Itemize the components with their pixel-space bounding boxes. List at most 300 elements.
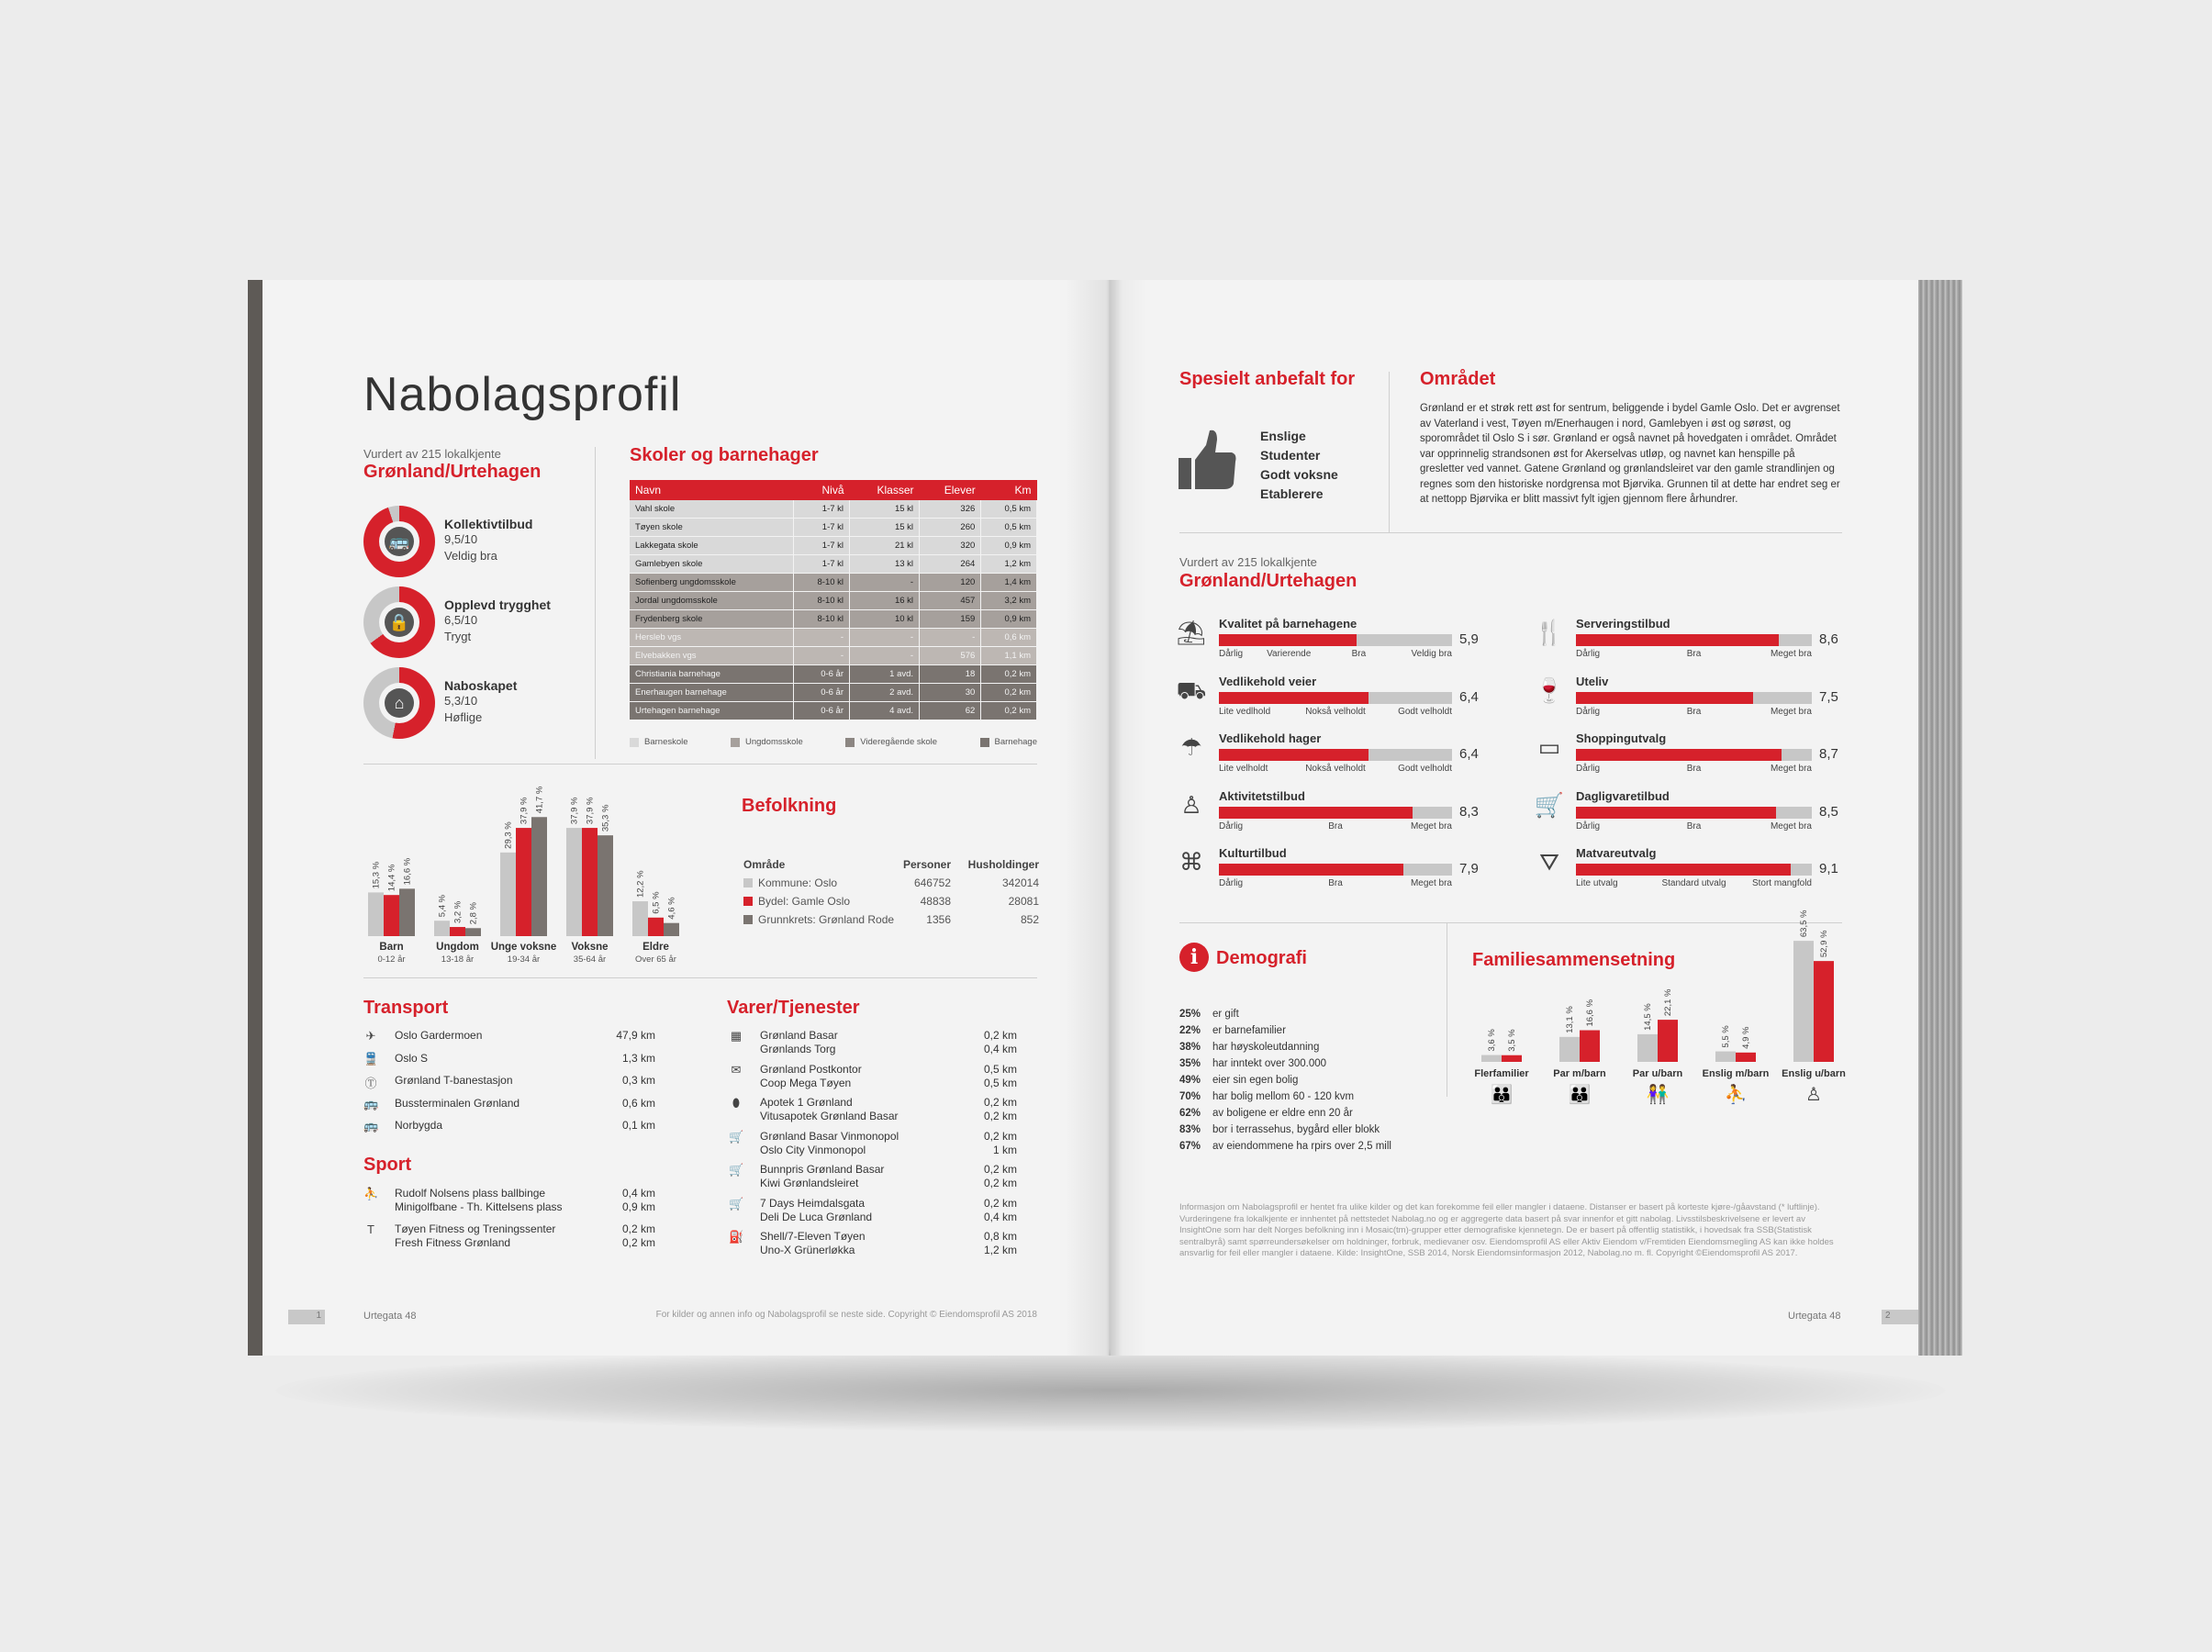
scale-label: Veldig bra xyxy=(1411,649,1452,659)
rating-text xyxy=(444,517,532,564)
population-area: Grunnkrets: Grønland Rode xyxy=(758,913,895,926)
distance: 0,8 km xyxy=(983,1230,1017,1243)
table-row xyxy=(630,702,1037,720)
column-header: Km xyxy=(981,480,1037,500)
mail-icon: ✉ xyxy=(731,1062,742,1077)
rating-score: 5,3/10 xyxy=(444,694,478,708)
table-row xyxy=(630,629,1037,647)
population-area: Kommune: Oslo xyxy=(758,876,838,889)
scale-label: Godt velholdt xyxy=(1398,764,1452,774)
list-item-distance xyxy=(622,1187,655,1214)
scale-label: Meget bra xyxy=(1410,820,1452,832)
rating-title: Kollektivtilbud xyxy=(444,517,533,531)
scale-label: Dårlig xyxy=(1576,764,1601,774)
rating-value: 9,1 xyxy=(1819,861,1838,876)
data-label: 16,6 % xyxy=(402,857,413,886)
left-page xyxy=(263,280,1109,1356)
table-cell: - xyxy=(850,629,920,647)
item-name: Shell/7-Eleven Tøyen xyxy=(760,1230,866,1243)
category-sublabel: Over 65 år xyxy=(635,954,676,965)
scale-label: Dårlig xyxy=(1219,878,1244,888)
transport-heading: Transport xyxy=(363,998,449,1018)
data-label: 16,6 % xyxy=(1585,999,1595,1027)
item-name-secondary: Coop Mega Tøyen xyxy=(760,1076,852,1089)
rating-bar-fill xyxy=(1576,634,1779,646)
train-icon: 🚆 xyxy=(363,1051,379,1066)
rating-value: 7,9 xyxy=(1459,861,1479,876)
table-cell: Christiania barnehage xyxy=(630,665,794,684)
rating-label: Trygt xyxy=(444,630,472,643)
item-name: Apotek 1 Grønland xyxy=(760,1096,853,1109)
demography-text: har bolig mellom 60 - 120 kvm xyxy=(1212,1091,1355,1102)
distance: 0,1 km xyxy=(621,1119,655,1132)
item-name: Oslo S xyxy=(395,1051,429,1065)
list-item-distance xyxy=(984,1230,1017,1257)
distance: 1,3 km xyxy=(621,1051,655,1065)
data-label: 5,5 % xyxy=(1721,1025,1731,1048)
bar xyxy=(1715,1052,1736,1062)
item-name: Bussterminalen Grønland xyxy=(395,1096,520,1110)
distance-secondary: 0,5 km xyxy=(983,1076,1017,1089)
scale-label: Bra xyxy=(1686,649,1702,659)
bar xyxy=(500,853,516,936)
distance: 0,2 km xyxy=(983,1163,1017,1176)
population-persons: 1356 xyxy=(926,913,951,926)
category-sublabel: 0-12 år xyxy=(377,954,406,965)
bar xyxy=(1814,961,1834,1062)
family-icon: 👪 xyxy=(1490,1083,1514,1105)
demography-item xyxy=(1179,1025,1286,1036)
population-row xyxy=(743,876,1039,895)
scale-label: Dårlig xyxy=(1219,820,1244,832)
table-cell: 326 xyxy=(920,500,981,519)
rating-donut xyxy=(363,506,435,577)
person-icon: ♙ xyxy=(1180,790,1202,819)
bar xyxy=(598,835,613,936)
demography-item xyxy=(1179,1141,1391,1152)
category-label: Voksne xyxy=(571,942,609,953)
table-cell: 576 xyxy=(920,647,981,665)
list-item-distance xyxy=(622,1052,655,1066)
data-label: 3,6 % xyxy=(1487,1029,1497,1052)
population-area: Bydel: Gamle Oslo xyxy=(758,895,851,908)
rating-donut xyxy=(363,586,435,658)
schools-table xyxy=(630,480,1037,720)
item-name: Grønland Basar xyxy=(760,1029,838,1042)
list-item-distance xyxy=(984,1197,1017,1224)
table-cell: Frydenberg skole xyxy=(630,610,794,629)
table-cell: 457 xyxy=(920,592,981,610)
category-label: Ungdom xyxy=(436,942,479,953)
scale-label: Nokså velholdt xyxy=(1305,764,1366,774)
scale-label: Lite utvalg xyxy=(1576,878,1618,888)
scale-label: Dårlig xyxy=(1576,649,1601,659)
item-name: Rudolf Nolsens plass ballbinge xyxy=(395,1187,546,1200)
rating-bar-fill xyxy=(1576,692,1753,704)
data-label: 6,5 % xyxy=(651,891,662,914)
list-item-name xyxy=(760,1130,899,1157)
scale-label: Meget bra xyxy=(1410,878,1452,888)
table-cell: 0,9 km xyxy=(981,610,1037,629)
house-icon: ⌂ xyxy=(385,688,414,718)
rating-title: Serveringstilbud xyxy=(1576,617,1670,631)
book-shadow xyxy=(275,1349,1946,1432)
table-cell: - xyxy=(850,574,920,592)
data-label: 5,4 % xyxy=(437,894,448,918)
bus-icon: 🚌 xyxy=(363,1096,379,1111)
runner-icon: ⛹ xyxy=(363,1187,379,1200)
item-name-secondary: Grønlands Torg xyxy=(760,1043,836,1055)
list-item-name xyxy=(760,1197,872,1224)
rating-value: 8,5 xyxy=(1819,803,1838,820)
demography-item xyxy=(1179,1091,1354,1102)
rating-bar-fill xyxy=(1219,864,1403,876)
table-cell: 1,4 km xyxy=(981,574,1037,592)
rating-title: Matvareutvalg xyxy=(1576,846,1657,860)
legend-swatch xyxy=(743,915,753,924)
distance-secondary: 0,9 km xyxy=(621,1200,655,1213)
item-name: Tøyen Fitness og Treningssenter xyxy=(395,1222,556,1235)
demography-text: har høyskoleutdanning xyxy=(1212,1042,1320,1053)
list-item-name xyxy=(395,1222,555,1250)
list-item-distance xyxy=(984,1063,1017,1090)
rating-text xyxy=(444,678,517,726)
bar xyxy=(632,901,648,936)
population-households: 28081 xyxy=(1008,895,1039,908)
item-name-secondary: Uno-X Grünerløkka xyxy=(760,1244,855,1256)
list-item-name xyxy=(395,1052,428,1066)
column-header: Navn xyxy=(630,480,794,500)
table-cell: 13 kl xyxy=(850,555,920,574)
data-label: 35,3 % xyxy=(600,804,611,832)
scale-label: Meget bra xyxy=(1770,706,1812,717)
data-label: 2,8 % xyxy=(468,901,479,925)
rating-value: 6,4 xyxy=(1459,746,1479,762)
demography-percent: 35% xyxy=(1179,1058,1201,1069)
distance-secondary: 0,2 km xyxy=(621,1236,655,1249)
population-households: 342014 xyxy=(1001,876,1039,889)
demography-text: av eiendommene ha rpirs over 2,5 mill xyxy=(1212,1141,1391,1152)
basket-icon: ⛛ xyxy=(1539,848,1559,876)
list-item-name xyxy=(395,1029,482,1043)
legend-item xyxy=(845,737,937,747)
recommended-list xyxy=(1260,427,1338,504)
list-item-name xyxy=(760,1230,866,1257)
column-header: Klasser xyxy=(850,480,920,500)
demography-percent: 22% xyxy=(1179,1025,1201,1036)
recommended-item: Godt voksne xyxy=(1260,467,1338,482)
rating-value: 5,9 xyxy=(1459,631,1479,647)
table-cell: 1-7 kl xyxy=(794,500,850,519)
table-cell: 30 xyxy=(920,684,981,702)
item-name: Bunnpris Grønland Basar xyxy=(760,1163,885,1176)
table-cell: 0-6 år xyxy=(794,702,850,720)
page-number: 2 xyxy=(1885,1311,1891,1321)
category-sublabel: 19-34 år xyxy=(507,954,541,965)
scale-label: Bra xyxy=(1686,706,1702,717)
rating-title: Opplevd trygghet xyxy=(444,597,551,612)
demography-text: er gift xyxy=(1212,1009,1239,1020)
page-title: Nabolagsprofil xyxy=(363,368,682,421)
item-name-secondary: Fresh Fitness Grønland xyxy=(395,1236,511,1249)
recommended-item: Enslige xyxy=(1260,429,1306,443)
table-cell: 320 xyxy=(920,537,981,555)
distance: 0,2 km xyxy=(983,1129,1017,1143)
scale-label: Standard utvalg xyxy=(1661,878,1726,888)
distance: 0,2 km xyxy=(983,1029,1017,1042)
list-item-distance xyxy=(984,1096,1017,1123)
bar xyxy=(1481,1055,1502,1062)
demography-item xyxy=(1179,1058,1326,1069)
table-cell: Jordal ungdomsskole xyxy=(630,592,794,610)
data-label: 4,6 % xyxy=(666,897,677,920)
table-cell: 2 avd. xyxy=(850,684,920,702)
scale-label: Varierende xyxy=(1267,649,1312,659)
cutlery-icon: 🍴 xyxy=(1534,619,1565,646)
data-label: 37,9 % xyxy=(519,797,530,825)
distance-secondary: 1,2 km xyxy=(983,1244,1017,1256)
divider xyxy=(1179,532,1842,533)
table-row xyxy=(630,574,1037,592)
bar xyxy=(648,918,664,936)
table-cell: 0,5 km xyxy=(981,519,1037,537)
wine-glass-icon: 🍷 xyxy=(1534,675,1565,704)
bar xyxy=(1793,941,1814,1062)
legend-swatch xyxy=(845,738,855,747)
table-cell: Gamlebyen skole xyxy=(630,555,794,574)
item-name: Norbygda xyxy=(395,1119,443,1132)
bucket-icon: ⛱ xyxy=(1176,619,1207,646)
distance: 0,4 km xyxy=(621,1187,655,1200)
rating-score: 9,5/10 xyxy=(444,532,478,546)
divider xyxy=(1389,372,1390,532)
schools-table-header xyxy=(630,480,1037,500)
table-cell: - xyxy=(850,647,920,665)
demography-item xyxy=(1179,1075,1298,1086)
table-cell: 0,2 km xyxy=(981,702,1037,720)
thumbs-up-icon xyxy=(1175,427,1239,491)
demography-item xyxy=(1179,1108,1353,1119)
area-name: Grønland/Urtehagen xyxy=(1179,571,1357,591)
column-header: Elever xyxy=(920,480,981,500)
rating-value: 8,6 xyxy=(1819,631,1838,647)
bar xyxy=(664,923,679,936)
table-cell: 0,2 km xyxy=(981,665,1037,684)
table-cell: 15 kl xyxy=(850,519,920,537)
category-label: Par u/barn xyxy=(1632,1068,1683,1079)
table-cell: 1-7 kl xyxy=(794,555,850,574)
category-label: Enslig u/barn xyxy=(1782,1068,1846,1079)
list-item-distance xyxy=(984,1029,1017,1056)
bar xyxy=(566,828,582,936)
table-row xyxy=(630,592,1037,610)
film-icon: ⌘ xyxy=(1179,848,1203,876)
page-edges xyxy=(1918,280,1962,1356)
demography-text: er barnefamilier xyxy=(1212,1025,1286,1036)
legend-swatch xyxy=(731,738,740,747)
population-persons: 48838 xyxy=(920,895,951,908)
watering-can-icon: ☂ xyxy=(1180,733,1202,761)
distance: 0,3 km xyxy=(621,1074,655,1087)
bar xyxy=(434,921,450,936)
demography-percent: 38% xyxy=(1179,1042,1201,1053)
distance-secondary: 0,2 km xyxy=(983,1177,1017,1189)
list-item-name xyxy=(395,1074,513,1088)
cart-icon: 🛒 xyxy=(729,1129,744,1144)
demography-percent: 70% xyxy=(1179,1091,1201,1102)
rating-title: Dagligvaretilbud xyxy=(1576,788,1670,803)
bar xyxy=(384,895,399,936)
item-name-secondary: Oslo City Vinmonopol xyxy=(760,1143,866,1156)
bus-icon: 🚌 xyxy=(363,1119,379,1133)
legend-swatch xyxy=(743,897,753,906)
table-cell: 159 xyxy=(920,610,981,629)
demography-item xyxy=(1179,1124,1380,1135)
scale-label: Bra xyxy=(1328,820,1343,832)
rating-value: 8,3 xyxy=(1459,803,1479,820)
list-item-distance xyxy=(622,1074,655,1088)
footer-address: Urtegata 48 xyxy=(363,1311,417,1322)
distance: 47,9 km xyxy=(616,1029,655,1042)
population-row xyxy=(743,895,1039,913)
scale-label: Lite velholdt xyxy=(1219,764,1268,774)
table-cell: - xyxy=(920,629,981,647)
bar xyxy=(1637,1034,1658,1062)
table-cell: 120 xyxy=(920,574,981,592)
cart-icon: 🛒 xyxy=(729,1163,744,1177)
dumbbell-icon: T xyxy=(367,1222,374,1236)
item-name: 7 Days Heimdalsgata xyxy=(760,1196,866,1210)
list-item-distance xyxy=(622,1119,655,1133)
distance-secondary: 0,4 km xyxy=(983,1043,1017,1055)
legend-label: Videregående skole xyxy=(860,737,938,747)
subway-icon: Ⓣ xyxy=(364,1077,377,1090)
data-label: 22,1 % xyxy=(1663,988,1673,1017)
services-heading: Varer/Tjenester xyxy=(727,998,860,1018)
rating-title: Uteliv xyxy=(1576,674,1609,688)
recommended-heading: Spesielt anbefalt for xyxy=(1179,369,1356,389)
rating-title: Naboskapet xyxy=(444,678,518,693)
category-label: Unge voksne xyxy=(490,942,557,953)
item-name-secondary: Kiwi Grønlandsleiret xyxy=(760,1177,859,1189)
rating-title: Kvalitet på barnehagene xyxy=(1219,617,1357,631)
divider xyxy=(363,764,1037,765)
demography-text: av boligene er eldre enn 20 år xyxy=(1212,1108,1353,1119)
card-icon: ▭ xyxy=(1537,733,1561,761)
item-name: Grønland Basar Vinmonopol xyxy=(760,1129,899,1143)
category-label: Barn xyxy=(379,942,404,953)
legend-swatch xyxy=(980,738,989,747)
population-table xyxy=(743,858,1039,932)
bar xyxy=(1559,1037,1580,1062)
rating-title: Aktivitetstilbud xyxy=(1219,788,1305,803)
distance-secondary: 0,2 km xyxy=(983,1110,1017,1122)
footer-address: Urtegata 48 xyxy=(1788,1311,1841,1322)
lock-icon: 🔒 xyxy=(385,608,414,637)
list-item-name xyxy=(760,1163,884,1190)
distance: 0,5 km xyxy=(983,1062,1017,1076)
family-heading: Familiesammensetning xyxy=(1472,950,1676,970)
building-icon: ▦ xyxy=(730,1029,743,1043)
legend-label: Ungdomsskole xyxy=(744,737,803,747)
table-cell: Lakkegata skole xyxy=(630,537,794,555)
single-person-icon: ♙ xyxy=(1805,1083,1822,1105)
population-row xyxy=(743,913,1039,932)
table-row xyxy=(630,610,1037,629)
rating-label: Veldig bra xyxy=(444,549,497,563)
list-item-name xyxy=(760,1063,862,1090)
col-households: Husholdinger xyxy=(967,858,1039,871)
table-cell: Enerhaugen barnehage xyxy=(630,684,794,702)
rating-title: Kulturtilbud xyxy=(1219,846,1287,860)
legend-item xyxy=(630,737,688,747)
category-label: Flerfamilier xyxy=(1474,1068,1529,1079)
table-cell: 1,2 km xyxy=(981,555,1037,574)
list-item-name xyxy=(760,1029,838,1056)
cart-icon: 🛒 xyxy=(729,1196,744,1211)
demography-heading: Demografi xyxy=(1216,948,1307,968)
list-item-distance xyxy=(622,1222,655,1250)
legend-label: Barneskole xyxy=(644,737,688,747)
bar xyxy=(399,888,415,936)
legend-swatch xyxy=(630,738,639,747)
table-cell: - xyxy=(794,647,850,665)
list-item-name xyxy=(760,1096,899,1123)
table-cell: 0,6 km xyxy=(981,629,1037,647)
table-cell: 18 xyxy=(920,665,981,684)
list-item-name xyxy=(395,1119,442,1133)
rating-value: 8,7 xyxy=(1819,746,1838,762)
table-cell: Tøyen skole xyxy=(630,519,794,537)
scale-label: Bra xyxy=(1351,649,1367,659)
scale-label: Dårlig xyxy=(1576,820,1601,832)
legend-item xyxy=(731,737,803,747)
bar xyxy=(450,927,465,936)
table-cell: 0-6 år xyxy=(794,684,850,702)
table-cell: 15 kl xyxy=(850,500,920,519)
rating-value: 7,5 xyxy=(1819,688,1838,705)
table-cell: Elvebakken vgs xyxy=(630,647,794,665)
bar xyxy=(1658,1020,1678,1062)
scale-label: Bra xyxy=(1686,820,1702,832)
column-header: Nivå xyxy=(794,480,850,500)
parent-child-icon: ⛹ xyxy=(1724,1083,1748,1105)
demography-text: eier sin egen bolig xyxy=(1212,1075,1299,1086)
demography-percent: 67% xyxy=(1179,1141,1201,1152)
scale-label: Nokså velholdt xyxy=(1305,706,1366,717)
demography-percent: 49% xyxy=(1179,1075,1201,1086)
distance: 0,2 km xyxy=(983,1096,1017,1109)
scale-label: Meget bra xyxy=(1770,764,1812,774)
table-cell: 1-7 kl xyxy=(794,537,850,555)
rating-bar-fill xyxy=(1576,749,1782,761)
legend-swatch xyxy=(743,878,753,887)
bar xyxy=(531,817,547,936)
scale-label: Lite vedlhold xyxy=(1219,706,1271,717)
table-cell: 62 xyxy=(920,702,981,720)
rating-bar-fill xyxy=(1219,634,1357,646)
rating-score: 6,5/10 xyxy=(444,613,478,627)
distance: 0,2 km xyxy=(621,1222,655,1235)
col-persons: Personer xyxy=(902,858,951,871)
distance: 0,2 km xyxy=(983,1196,1017,1210)
rating-donut xyxy=(363,667,435,739)
demography-item xyxy=(1179,1042,1319,1053)
sources-note: Informasjon om Nabolagsprofil er hentet fra ulike kilder og det kan forekomme feil eller mangler i dataene. Distanser er basert på korteste kjøre-/gåavstand (* luftlinje). Vurderingene fra lokalkjente er innhentet på nettstedet Nabolag.no og er aggregerte data basert på svar innenfor et gitt nabolag. Livsstilsbeskrivelsene er levert av InsightOne som har delt Norges befolkning inn i Mosaic(tm)-grupper etter demografiske kjennetegn. De er basert på offentlig statistikk, i hovedsak fra SSB(Statistisk sentralbyrå) samt spørreundersøkelser om holdninger, forbruk, medievaner osv. Eiendomsprofil AS eller Aktiv Eiendom v/Fremtiden Eiendomsmegling AS kan ikke holdes ansvarlig for feil eller mangler i dataene. Kilde: InsightOne, SSB 2014, Norsk Eiendomsinformasjon 2012, Nabolag.no m. fl. Copyright ©Eiendomsprofil AS 2017. xyxy=(1179,1202,1834,1258)
cart-icon: 🛒 xyxy=(1534,790,1565,819)
item-name: Grønland T-banestasjon xyxy=(395,1074,513,1087)
book-cover-edge xyxy=(248,280,263,1356)
